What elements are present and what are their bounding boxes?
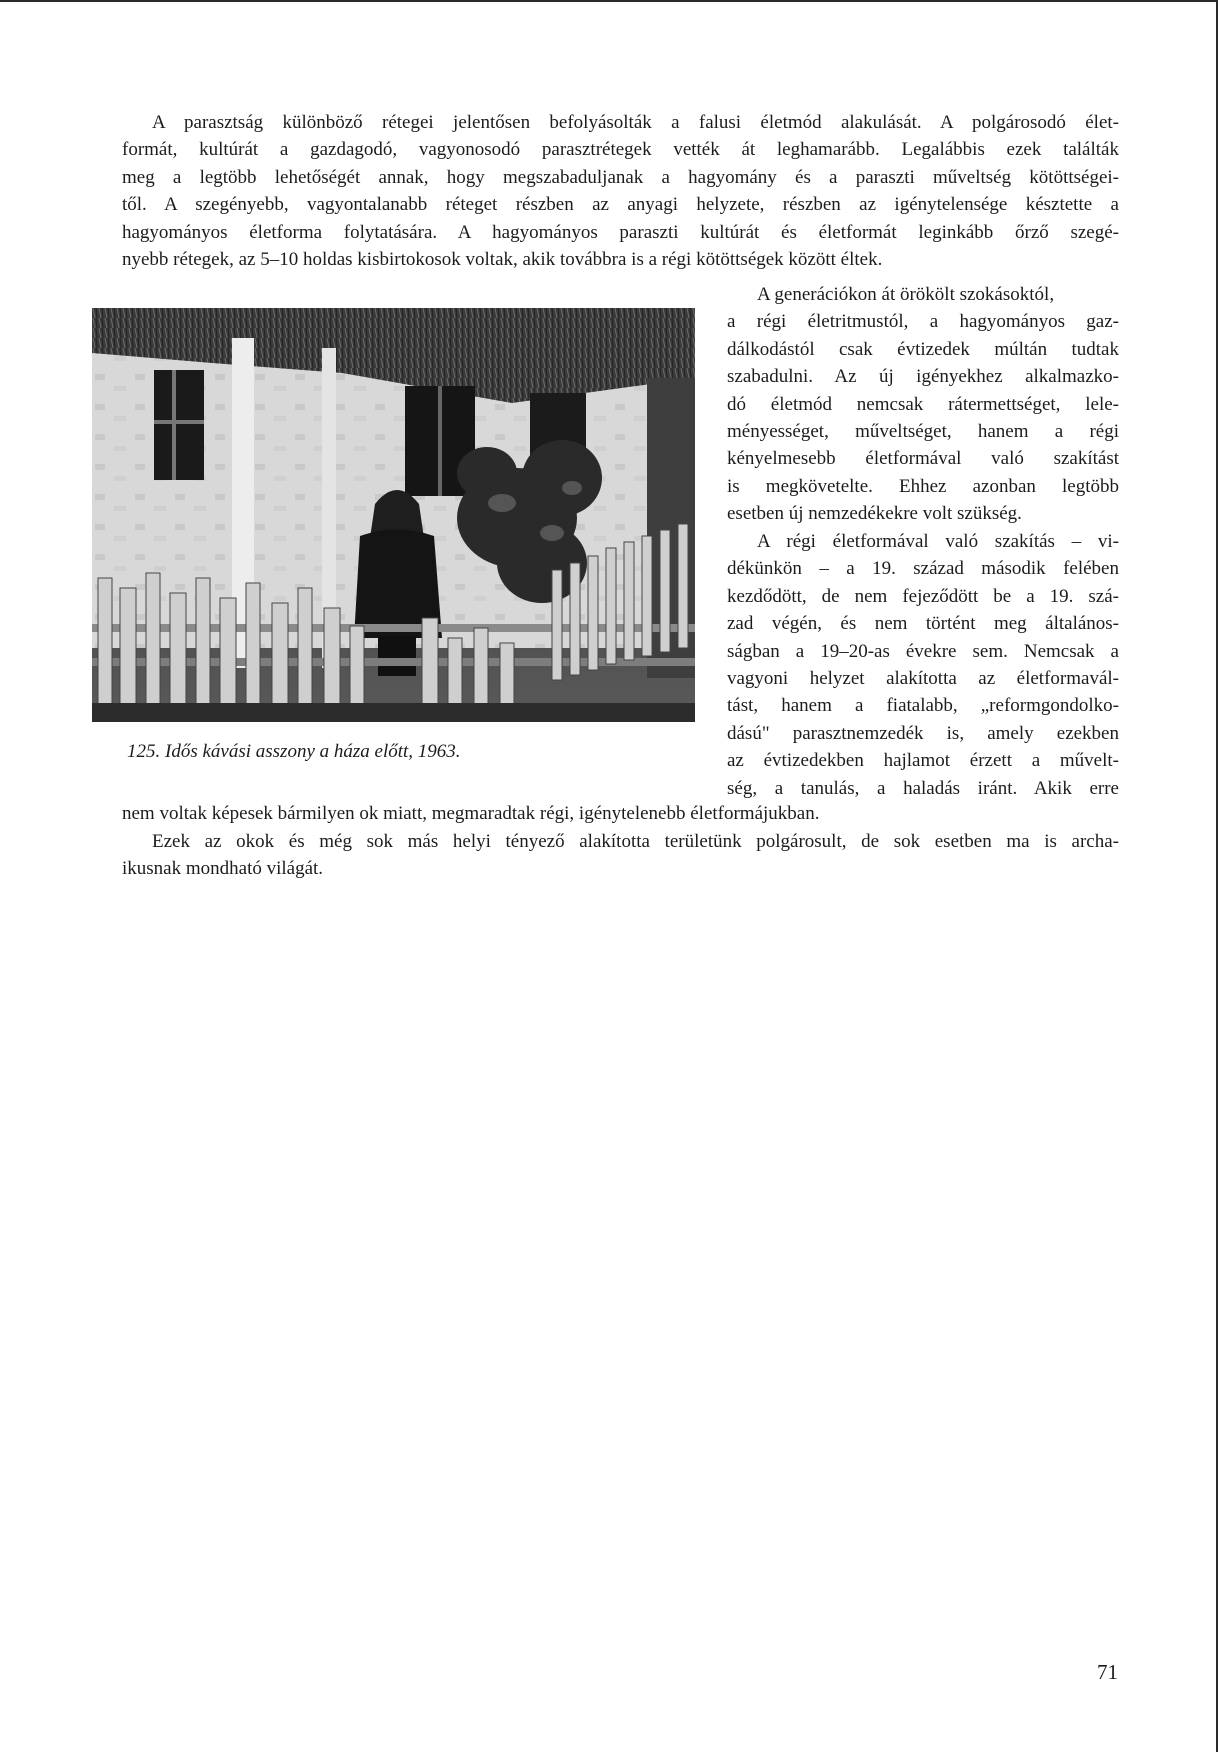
paragraph-break-with-tradition: [727, 528, 1119, 802]
text-line: A generációkon át örökölt szokásoktól,: [757, 284, 1055, 305]
paragraph-continuation: [122, 800, 1119, 827]
text-line: vagyoni helyzet alakította az életformavál-: [727, 668, 1119, 690]
text-line: zad végén, és nem történt meg általános-: [727, 613, 1119, 635]
text-line: ikusnak mondható világát.: [122, 858, 324, 880]
photo-old-woman-before-house: [92, 308, 695, 722]
text-line: ményességet, műveltséget, hanem a régi: [727, 421, 1119, 443]
text-line: dású" parasztnemzedék is, amely ezekben: [727, 722, 1119, 744]
text-line: A parasztság különböző rétegei jelentősen befolyásolták a falusi életmód alakulását. A polgárosodó élet-: [152, 112, 1119, 133]
paragraph-generations: [727, 281, 1119, 528]
text-line: formát, kultúrát a gazdagodó, vagyonosodó parasztrétegek vették át leghamarább. Legalábbis ezek találták: [122, 139, 1119, 161]
text-line: A régi életformával való szakítás – vi-: [757, 531, 1119, 552]
text-line: től. A szegényebb, vagyontalanabb réteget részben az anyagi helyzete, részben az igénytelensége késztette a: [122, 194, 1119, 216]
paragraph-conclusion: [122, 828, 1119, 883]
text-line: nem voltak képesek bármilyen ok miatt, megmaradtak régi, igénytelenebb életformájukban.: [122, 803, 820, 824]
text-line: meg a legtöbb lehetőségét annak, hogy megszabaduljanak a hagyomány és a paraszti műveltség kötöttségei-: [122, 166, 1119, 188]
text-line: ség, a tanulás, a haladás iránt. Akik erre: [727, 777, 1119, 799]
text-line: esetben új nemzedékekre volt szükség.: [727, 503, 1022, 525]
text-line: tást, hanem a fiatalabb, „reformgondolko-: [727, 695, 1119, 717]
text-line: ságban a 19–20-as évekre sem. Nemcsak a: [727, 640, 1119, 662]
text-line: nyebb rétegek, az 5–10 holdas kisbirtokosok voltak, akik továbbra is a régi kötöttségek között éltek.: [122, 249, 883, 271]
text-line: kényelmesebb életformával való szakítást: [727, 448, 1119, 470]
text-line: dékünkön – a 19. század második felében: [727, 558, 1119, 580]
paragraph-intro: [122, 109, 1119, 273]
text-line: Ezek az okok és még sok más helyi tényező alakította területünk polgárosult, de sok esetben ma is archa-: [152, 831, 1119, 852]
figure-caption: 125. Idős kávási asszony a háza előtt, 1963.: [127, 741, 461, 762]
text-line: is megkövetelte. Ehhez azonban legtöbb: [727, 475, 1119, 497]
photo-illustration: [92, 308, 695, 722]
text-line: az évtizedekben hajlamot érzett a művelt-: [727, 750, 1119, 772]
page-border-top: [0, 0, 1218, 2]
text-line: kezdődött, de nem fejeződött be a 19. szá-: [727, 585, 1119, 607]
text-line: a régi életritmustól, a hagyományos gaz-: [727, 311, 1119, 333]
text-line: dálkodástól csak évtizedek múltán tudtak: [727, 338, 1119, 360]
text-line: hagyományos életforma folytatására. A hagyományos paraszti kultúrát és életformát leginkább őrző szegé-: [122, 221, 1119, 243]
page-number: 71: [1097, 1660, 1118, 1684]
text-line: szabadulni. Az új igényekhez alkalmazko-: [727, 366, 1119, 388]
text-line: dó életmód nemcsak rátermettséget, lele-: [727, 393, 1119, 415]
